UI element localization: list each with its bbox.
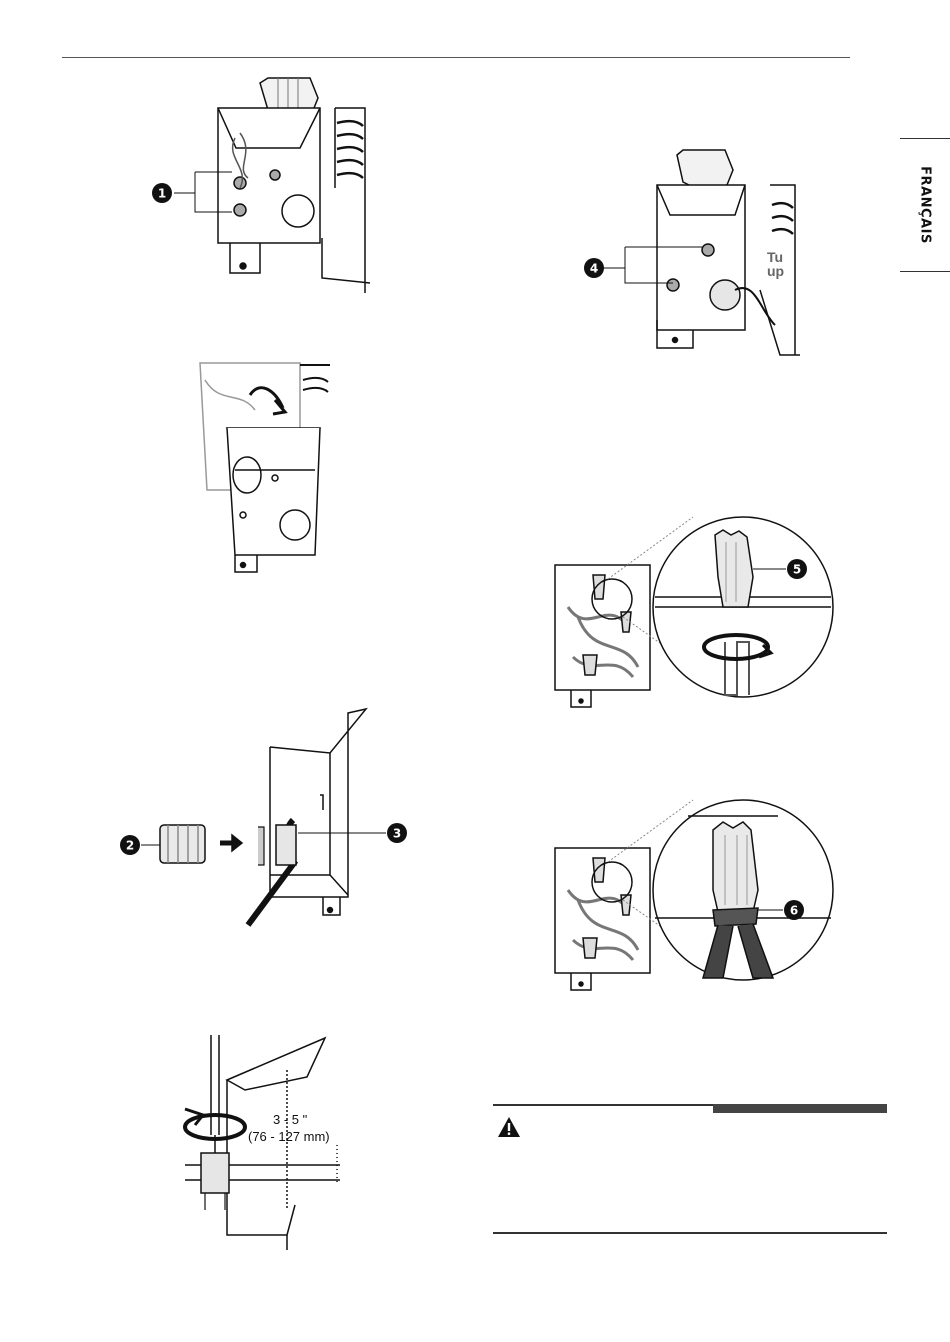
tub-up-logo: [767, 249, 784, 279]
warning-box: [493, 1104, 887, 1234]
callout-1-label: 1: [157, 186, 167, 201]
header-rule: [62, 57, 850, 58]
callout-2-label: 2: [125, 838, 135, 853]
callout-4-label: 4: [589, 261, 599, 276]
figure-close-cover: [195, 360, 335, 580]
language-tab: [900, 138, 950, 272]
figure-strain-relief: [175, 1035, 350, 1245]
callout-5-label: 5: [792, 562, 802, 577]
language-tab-label: FRANÇAIS: [917, 166, 933, 244]
figure-conduit-connector: [108, 705, 408, 935]
figure-tape-wire-nut: [553, 800, 838, 1000]
warning-triangle-icon: [497, 1116, 521, 1138]
dimension-metric: (76 - 127 mm): [248, 1129, 330, 1144]
callout-6-label: 6: [789, 903, 799, 918]
figure-remove-screws-relief: [585, 150, 805, 365]
figure-remove-screws: [140, 78, 380, 293]
figure-wire-nut: [553, 517, 838, 717]
svg-text:up: up: [767, 263, 785, 279]
svg-text:Tu: Tu: [767, 249, 784, 265]
callout-3-label: 3: [392, 826, 402, 841]
warning-header-bar: [713, 1104, 887, 1113]
dimension-imperial: 3 - 5 ": [273, 1112, 308, 1127]
warning-bottom-rule: [493, 1232, 887, 1234]
